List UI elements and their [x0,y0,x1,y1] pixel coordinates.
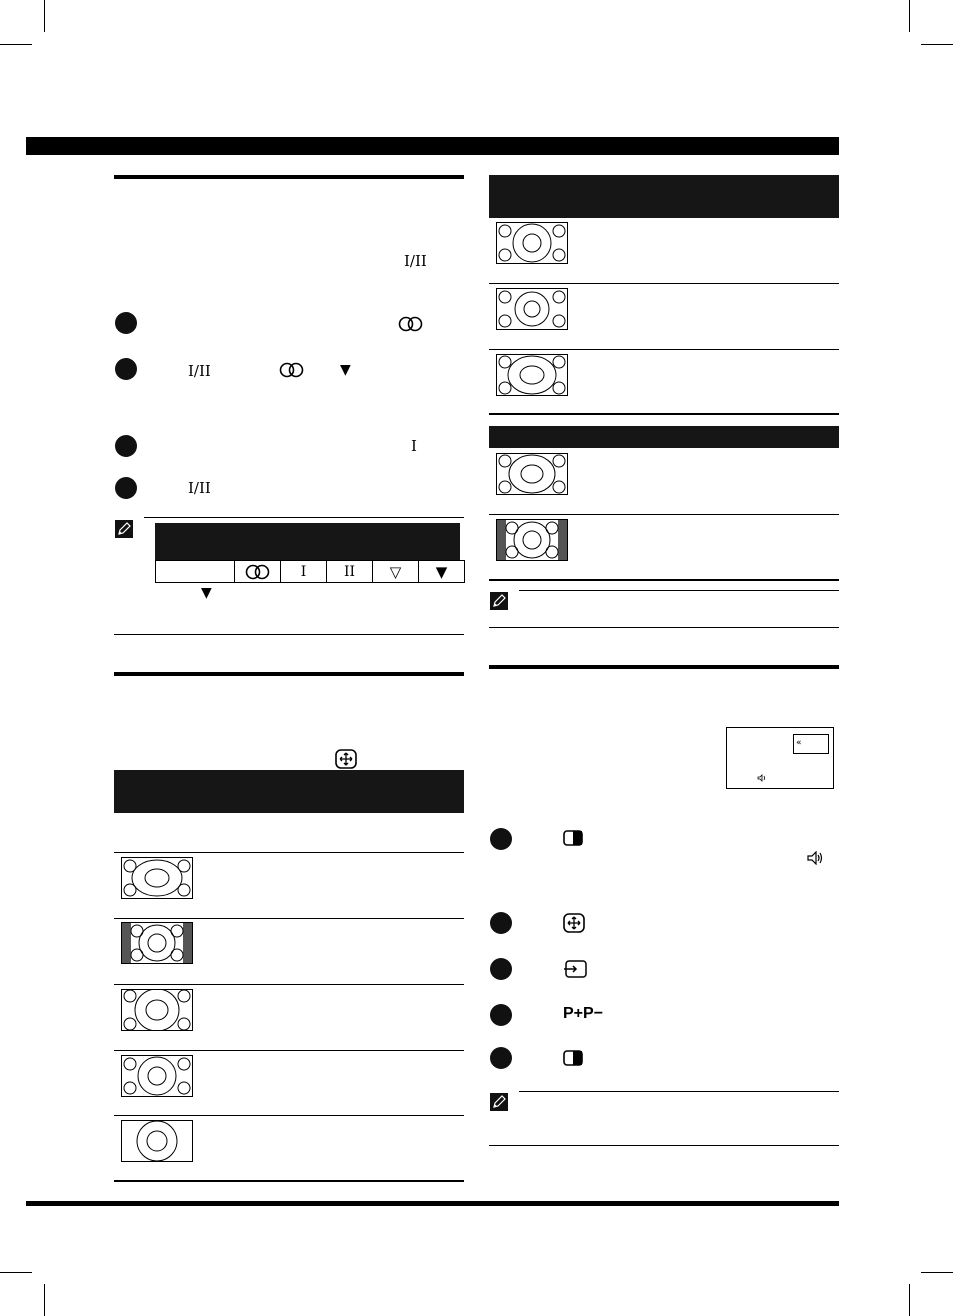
test-pattern-icon [122,1121,192,1161]
test-pattern-icon [497,454,567,494]
page-header-bar [26,137,839,155]
format-thumbnail [121,1120,193,1162]
step-bullet [490,912,512,934]
format-thumbnail [496,453,568,495]
section-rule [489,665,839,669]
section-end-rule [489,627,839,628]
mono-stereo-symbol: I/II [404,252,427,270]
note-rule [519,590,839,591]
step-bullet [115,477,137,499]
sound-table-cell: II [327,561,373,583]
crop-mark [44,0,45,32]
row-rule [114,1115,464,1116]
pip-icon [563,830,583,846]
section-end-rule [489,413,839,415]
stereo-icon [279,362,305,378]
crop-mark [909,0,910,32]
sound-table-cell: ▼ [419,561,465,583]
section-end-rule [114,634,464,635]
format-thumbnail [121,1055,193,1097]
step-bullet [490,1047,512,1069]
step-bullet [490,828,512,850]
test-pattern-icon [497,520,567,560]
section-end-rule [114,1180,464,1182]
format-icon [335,749,357,769]
sound-table-cell [235,561,281,583]
channel-buttons-label: P+P− [563,1005,604,1022]
mono-stereo-symbol: I/II [188,362,211,380]
test-pattern-icon [122,1056,192,1096]
row-rule [114,852,464,853]
format-thumbnail [121,857,193,899]
test-pattern-icon [122,923,192,963]
osd-inset-icon: « [796,738,802,748]
crop-mark [909,1284,910,1316]
crop-mark [921,44,953,45]
crop-mark [0,44,32,45]
note-pencil-icon [490,592,508,610]
sound-table-header [155,523,460,560]
stereo-icon [245,564,271,580]
note-rule [519,1091,839,1092]
row-rule [489,349,839,350]
format-thumbnail [121,922,193,964]
input-source-icon [563,960,587,978]
step-bullet [115,435,137,457]
crop-mark [0,1272,32,1273]
note-pencil-icon [490,1093,508,1111]
step-bullet [490,1004,512,1026]
sound-table-cell: ▽ [373,561,419,583]
page-footer-bar [26,1201,839,1206]
crop-mark [44,1284,45,1316]
mono-symbol: I [411,437,417,455]
osd-screen-illustration [726,727,834,789]
test-pattern-icon [497,289,567,329]
format-thumbnail [496,519,568,561]
format-table-subheader [489,426,839,448]
format-thumbnail [496,354,568,396]
speaker-icon [757,774,767,782]
stereo-icon [398,316,424,332]
row-rule [489,283,839,284]
step-bullet [490,958,512,980]
row-rule [114,984,464,985]
speaker-icon [807,851,825,865]
sound-table-cell [156,561,235,583]
format-table-header [114,770,464,813]
arrow-down-filled-icon: ▼ [340,362,351,378]
test-pattern-icon [497,355,567,395]
step-bullet [115,312,137,334]
row-rule [114,1050,464,1051]
test-pattern-icon [497,223,567,263]
format-icon [563,913,585,933]
osd-inset-window [793,734,829,754]
sound-table [155,560,465,583]
section-end-rule [489,579,839,581]
row-rule [489,514,839,515]
note-rule [144,517,464,518]
pip-icon [563,1050,583,1066]
format-thumbnail [496,288,568,330]
format-table-header [489,175,839,218]
note-pencil-icon [115,520,133,538]
row-rule [114,918,464,919]
sound-table-cell: I [281,561,327,583]
step-bullet [115,358,137,380]
format-thumbnail [121,989,193,1031]
test-pattern-icon [122,858,192,898]
section-rule [114,175,464,179]
section-end-rule [489,1145,839,1146]
arrow-down-filled-icon: ▼ [201,585,212,601]
crop-mark [921,1272,953,1273]
section-rule [114,672,464,676]
test-pattern-icon [122,990,192,1030]
format-thumbnail [496,222,568,264]
mono-stereo-symbol: I/II [188,479,211,497]
